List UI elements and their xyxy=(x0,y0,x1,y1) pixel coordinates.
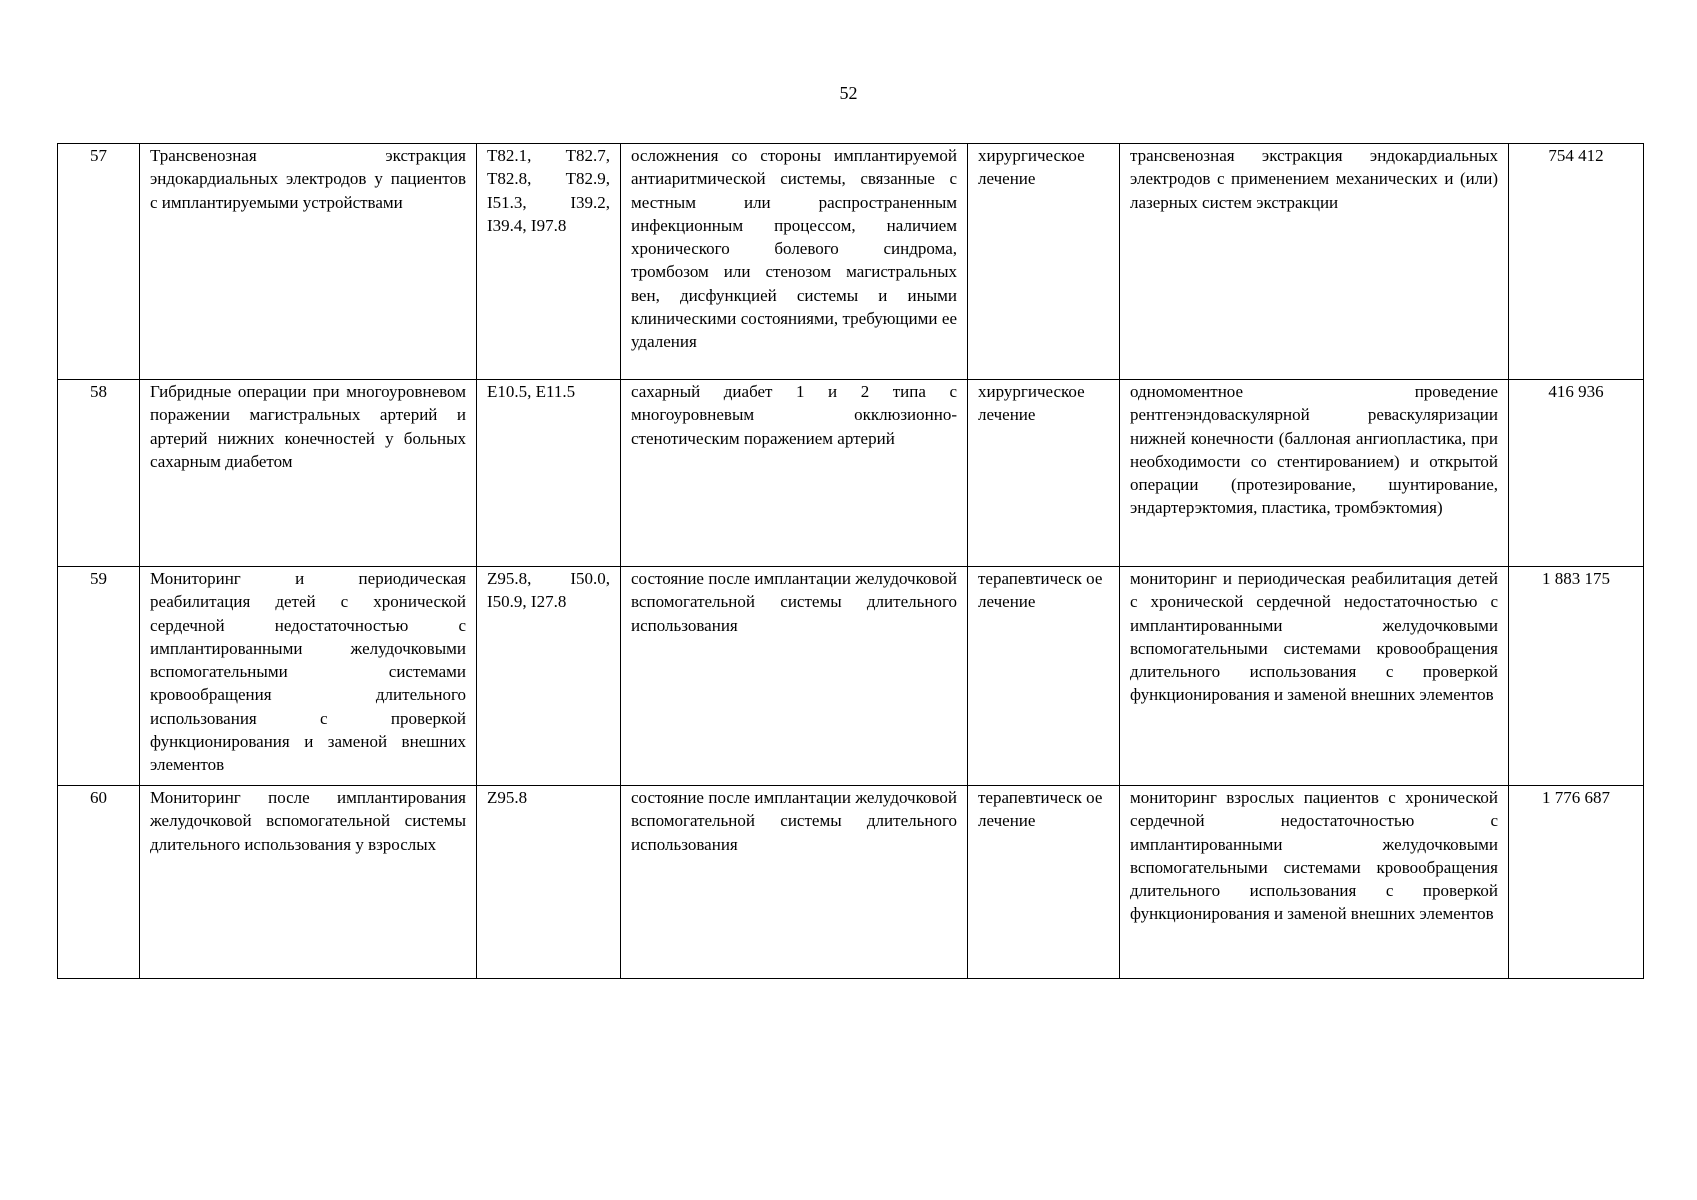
cost-cell: 754 412 xyxy=(1509,144,1644,380)
table-row xyxy=(58,567,1644,786)
icd-codes-cell: Z95.8 xyxy=(477,786,621,979)
service-name-cell: Трансвенозная экстракция эндокардиальных электродов у пациентов с имплантируемыми устройствами xyxy=(140,144,477,380)
icd-codes-cell: T82.1, T82.7, T82.8, T82.9, I51.3, I39.2, I39.4, I97.8 xyxy=(477,144,621,380)
row-number-cell: 57 xyxy=(58,144,140,380)
patient-model-cell: состояние после имплантации желудочковой вспомогательной системы длительного использования xyxy=(621,567,968,786)
cost-cell: 1 883 175 xyxy=(1509,567,1644,786)
cost-cell: 1 776 687 xyxy=(1509,786,1644,979)
row-number-cell: 59 xyxy=(58,567,140,786)
treatment-type-cell: терапевтическ ое лечение xyxy=(968,567,1120,786)
table-row xyxy=(58,786,1644,979)
treatment-method-cell: мониторинг и периодическая реабилитация детей с хронической сердечной недостаточностью с имплантированными желудочковыми вспомогательными системами кровообращения длительного использования с проверкой функционирования и заменой внешних элементов xyxy=(1120,567,1509,786)
table-row xyxy=(58,380,1644,567)
table-row xyxy=(58,144,1644,380)
service-name-cell: Мониторинг и периодическая реабилитация детей с хронической сердечной недостаточностью с имплантированными желудочковыми вспомогательными системами кровообращения длительного использования с проверкой функционирования и заменой внешних элементов xyxy=(140,567,477,786)
page-number: 52 xyxy=(839,83,858,103)
treatment-type-cell: хирургическое лечение xyxy=(968,380,1120,567)
treatment-type-cell: терапевтическ ое лечение xyxy=(968,786,1120,979)
patient-model-cell: сахарный диабет 1 и 2 типа с многоуровневым окклюзионно-стенотическим поражением артерий xyxy=(621,380,968,567)
row-number-cell: 60 xyxy=(58,786,140,979)
icd-codes-cell: E10.5, E11.5 xyxy=(477,380,621,567)
service-name-cell: Мониторинг после имплантирования желудочковой вспомогательной системы длительного использования у взрослых xyxy=(140,786,477,979)
patient-model-cell: осложнения со стороны имплантируемой антиаритмической системы, связанные с местным или распространенным инфекционным процессом, наличием хронического болевого синдрома, тромбозом или стенозом магистральных вен, дисфункцией системы и иными клиническими состояниями, требующими ее удаления xyxy=(621,144,968,380)
service-name-cell: Гибридные операции при многоуровневом поражении магистральных артерий и артерий нижних конечностей у больных сахарным диабетом xyxy=(140,380,477,567)
row-number-cell: 58 xyxy=(58,380,140,567)
medical-care-table xyxy=(57,143,1644,979)
treatment-method-cell: одномоментное проведение рентгенэндоваскулярной реваскуляризации нижней конечности (баллоная ангиопластика, при необходимости со стентированием) и открытой операции (протезирование, шунтирование, эндартерэктомия, пластика, тромбэктомия) xyxy=(1120,380,1509,567)
treatment-type-cell: хирургическое лечение xyxy=(968,144,1120,380)
treatment-method-cell: трансвенозная экстракция эндокардиальных электродов с применением механических и (или) лазерных систем экстракции xyxy=(1120,144,1509,380)
treatment-method-cell: мониторинг взрослых пациентов с хронической сердечной недостаточностью с имплантированными желудочковыми вспомогательными системами кровообращения длительного использования с проверкой функционирования и заменой внешних элементов xyxy=(1120,786,1509,979)
patient-model-cell: состояние после имплантации желудочковой вспомогательной системы длительного использования xyxy=(621,786,968,979)
cost-cell: 416 936 xyxy=(1509,380,1644,567)
icd-codes-cell: Z95.8, I50.0, I50.9, I27.8 xyxy=(477,567,621,786)
